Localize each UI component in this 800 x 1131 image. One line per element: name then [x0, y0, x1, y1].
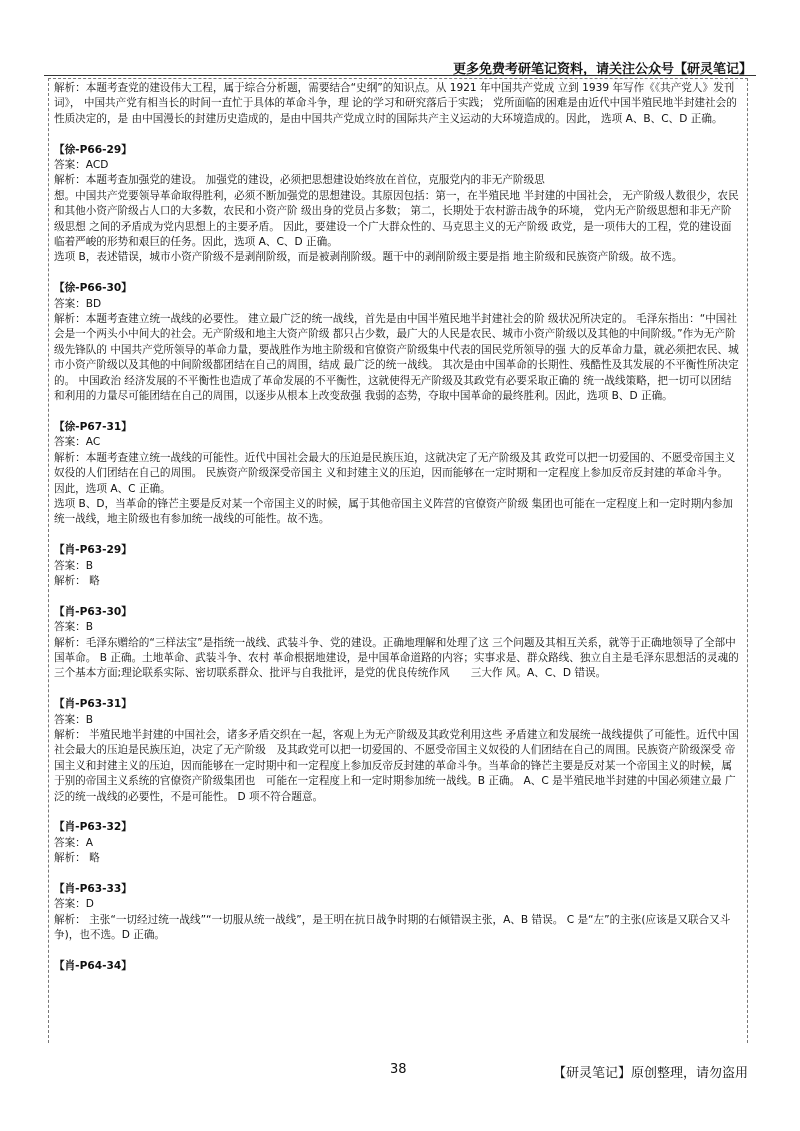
section-line: 解析：本题考查建立统一战线的必要性。 建立最广泛的统一战线，首先是由中国半殖民地半封建社会的阶 级状况所决定的。 毛泽东指出：“中国社会是一个两头小中间大的社会。无产阶级和地主大资产阶级 都只占少数，最广大的人民是农民、城市小资产阶级以及其他的中间阶级。”作为无产阶级先锋队的 中国共产党所领导的革命力量，要战胜作为地主阶级和官僚资产阶级集中代表的国民党所领导的强 大的反革命力量，就必须把农民、城市小资产阶级以及其他的中间阶级都团结在自己的周围，结成 最广泛的统一战线。 其次是由中国革命的长期性、残酷性及其发展的不平衡性所决定的。 中国政治 经济发展的不平衡性也造成了革命发展的不平衡性，这就使得无产阶级及其政党有必要采取正确的 统一战线策略，把一切可以团结和利用的力量尽可能团结在自己的周围，以逐步从根本上改变敌强 我弱的态势，夺取中国革命的最终胜利。因此，选项 B、D 正确。: [54, 313, 739, 403]
section-title: 【徐-P66-29】: [54, 143, 132, 156]
section-xiao-p64-34: [54, 959, 741, 974]
section-answer: 答案：A: [54, 836, 94, 849]
section-xiao-p63-31: [54, 697, 741, 805]
content-frame: [48, 78, 748, 1043]
section-xu-p66-30: [54, 281, 741, 404]
section-line: 解析：本题考查加强党的建设。 加强党的建设，必须把思想建设始终放在首位，克服党内的非无产阶级思: [54, 174, 545, 187]
section-xiao-p63-30: [54, 605, 741, 682]
page-number: 38: [390, 1062, 407, 1077]
header-rule: [44, 75, 756, 76]
section-title: 【肖-P63-30】: [54, 605, 132, 618]
section-answer: 答案：B: [54, 713, 94, 726]
section-title: 【肖-P63-29】: [54, 544, 132, 557]
section-line: 解析：毛泽东赠给的“三样法宝”是指统一战线、武装斗争、党的建设。正确地理解和处理了这 三个问题及其相互关系，就等于正确地领导了全部中国革命。 B 正确。土地革命、武装斗争、农村 革命根据地建设，是中国革命道路的内容；实事求是、群众路线、独立自主是毛泽东思想活的灵魂的 三个基本方面;理论联系实际、密切联系群众、批评与自我批评，是党的优良传统作风 三大作 风。A、C、D 错误。: [54, 636, 739, 680]
section-title: 【肖-P63-32】: [54, 821, 132, 834]
section-line: 解析： 半殖民地半封建的中国社会，诸多矛盾交织在一起，客观上为无产阶级及其政党利用这些 矛盾建立和发展统一战线提供了可能性。近代中国社会最大的压迫是民族压迫，决定了无产阶级 及其政党可以把一切爱国的、不愿受帝国主义奴役的人们团结在自己的周围。民族资产阶级深受 帝国主义和封建主义的压迫，因而能够在一定时期中和一定程度上参加反帝反封建的革命斗争。当革命的锋芒主要是反对某一个帝国主义的时候，属于别的帝国主义系统的官僚资产阶级集团也 可能在一定程度上和一定时期参加统一战线。B 正确。 A、C 是半殖民地半封建的中国必须建立最 广泛的统一战线的必要性，不是可能性。 D 项不符合题意。: [54, 728, 739, 803]
section-title: 【肖-P63-31】: [54, 698, 132, 711]
footer-note: 【研灵笔记】原创整理，请勿盗用: [552, 1066, 748, 1081]
section-xu-p67-31: [54, 420, 741, 528]
section-answer: 答案：BD: [54, 297, 102, 310]
page-header: 更多免费考研笔记资料，请关注公众号【研灵笔记】: [452, 62, 752, 77]
section-line: 想。中国共产党要领导革命取得胜利，必须不断加强党的思想建设。其原因包括：第一，在半殖民地 半封建的中国社会， 无产阶级人数很少，农民和其他小资产阶级占人口的大多数，农民和小资产阶 级出身的党员占多数； 第二，长期处于农村游击战争的环境， 党内无产阶级思想和非无产阶级思想 之间的矛盾成为党内思想上的主要矛盾。 因此，要建设一个广大群众性的、马克思主义的无产阶级 政党，是一项伟大的工程，党的建设面临着严峻的形势和艰巨的任务。因此，选项 A、C、D 正确。: [54, 189, 739, 249]
section-xiao-p63-29: [54, 543, 741, 589]
section-line: 选项 B、D，当革命的锋芒主要是反对某一个帝国主义的时候，属于其他帝国主义阵营的官僚资产阶级 集团也可能在一定程度上和一定时期内参加统一战线，地主阶级也有参加统一战线的可能性。故不选。: [54, 497, 733, 526]
section-title: 【肖-P63-33】: [54, 883, 132, 895]
section-answer: 答案：D: [54, 898, 94, 911]
section-line: 解析：本题考查建立统一战线的可能性。近代中国社会最大的压迫是民族压迫，这就决定了无产阶级及其 政党可以把一切爱国的、不愿受帝国主义奴役的人们团结在自己的周围。 民族资产阶级深受帝国主 义和封建主义的压迫，因而能够在一定时期和一定程度上参加反帝反封建的革命斗争。 因此，选项 A、C 正确。: [54, 451, 736, 495]
section-line: 解析： 略: [54, 574, 100, 587]
section-title: 【徐-P67-31】: [54, 420, 132, 433]
section-xiao-p63-33: [54, 882, 741, 944]
section-line: 解析： 主张“一切经过统一战线”“一切服从统一战线”，是王明在抗日战争时期的右倾错误主张，A、B 错误。 C 是“左”的主张(应该是又联合又斗争)，也不选。D 正确。: [54, 913, 731, 942]
section-xu-p66-29: [54, 143, 741, 266]
section-line: 选项 B，表述错误，城市小资产阶级不是剥削阶级，而是被剥削阶级。题干中的剥削阶级主要是指 地主阶级和民族资产阶级。故不选。: [54, 251, 683, 264]
watermark: 研灵笔记: [353, 461, 497, 640]
section-title: 【肖-P64-34】: [54, 960, 132, 973]
section-line: 解析：本题考查党的建设伟大工程，属于综合分析题，需要结合“史纲”的知识点。从 1921 年中国共产党成 立到 1939 年写作《《共产党人》发刊词》， 中国共产党有相当长的时间一直忙于具体的革命斗争，理 论的学习和研究落后于实践； 党所面临的困难是由近代中国半殖民地半封建社会的性质决定的，是 由中国漫长的封建历史造成的，是由中国共产党成立时的国际共产主义运动的大环境造成的。因此， 选项 A、B、C、D 正确。: [54, 82, 737, 125]
section-answer: 答案：AC: [54, 436, 101, 449]
section-answer: 答案：B: [54, 559, 94, 572]
section-answer: 答案：ACD: [54, 159, 109, 172]
section-continued: [54, 81, 741, 127]
section-line: 解析： 略: [54, 852, 100, 865]
section-xiao-p63-32: [54, 820, 741, 866]
section-title: 【徐-P66-30】: [54, 282, 132, 295]
section-answer: 答案：B: [54, 621, 94, 634]
